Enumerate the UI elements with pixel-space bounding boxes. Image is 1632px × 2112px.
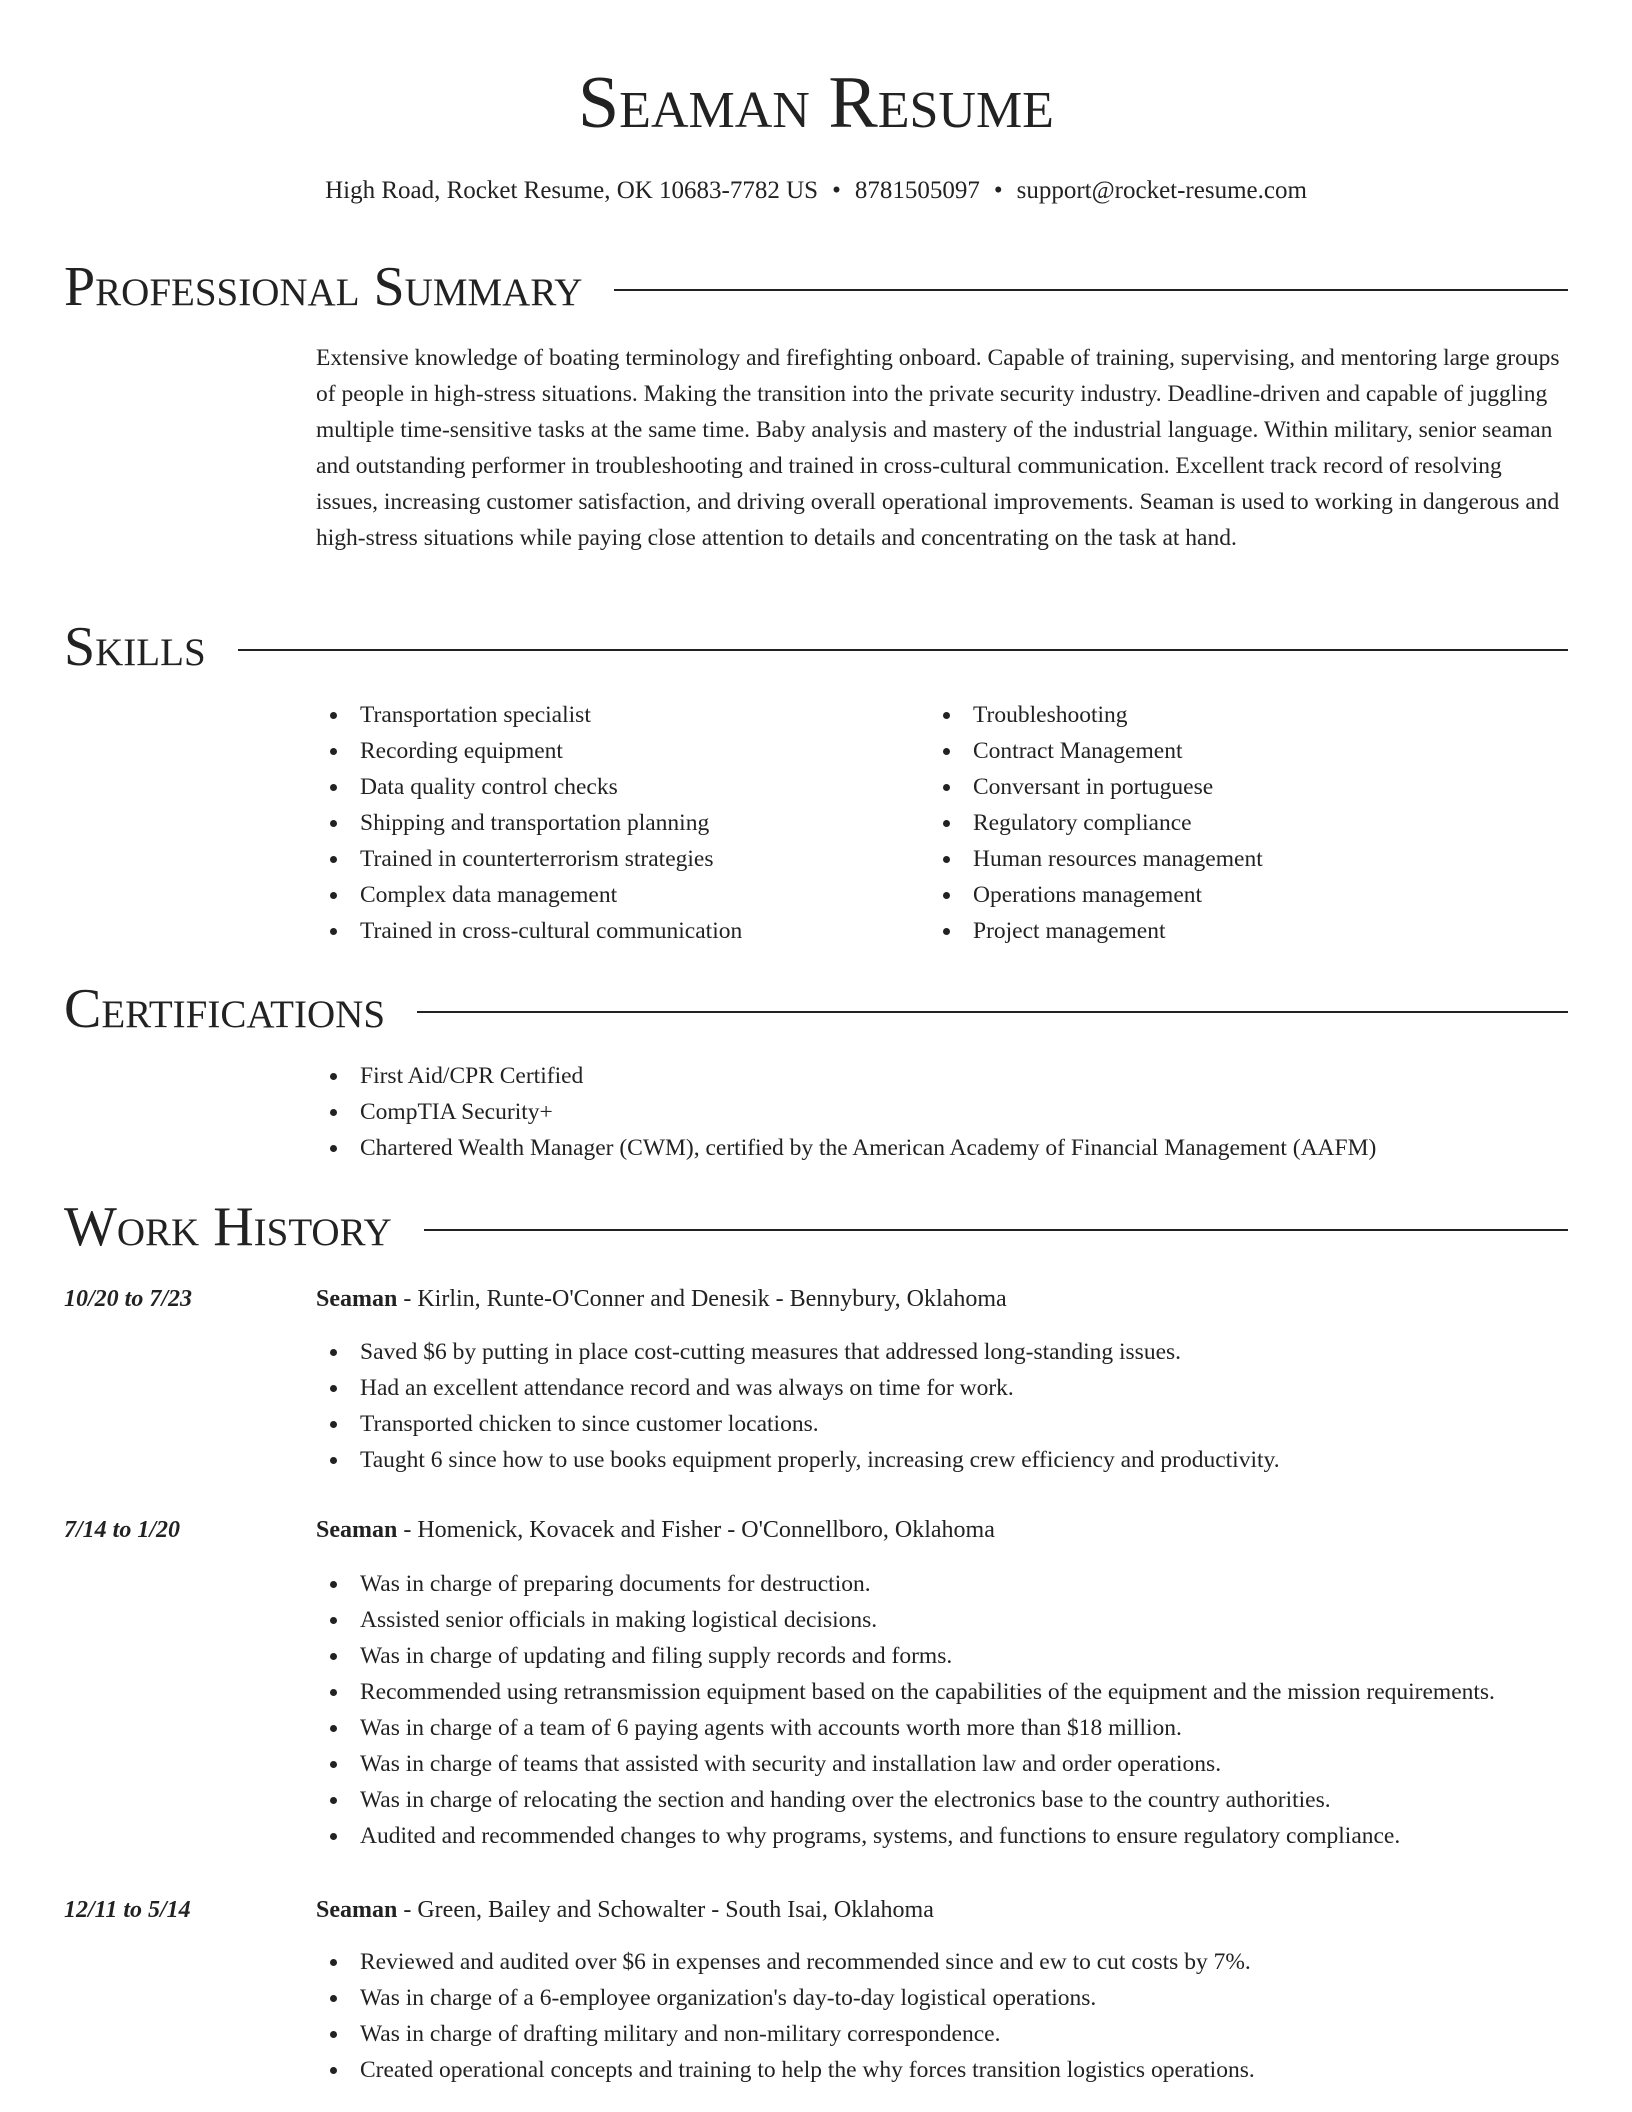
job-bullet: Taught 6 since how to use books equipment properly, increasing crew efficiency and productivity. bbox=[316, 1442, 1280, 1478]
job-bullet: Was in charge of a team of 6 paying agents with accounts worth more than $18 million. bbox=[316, 1710, 1495, 1746]
separator-dot: • bbox=[993, 177, 1003, 204]
job-bullets bbox=[316, 1334, 1280, 1478]
job-heading bbox=[316, 1512, 995, 1548]
skill-item: Trained in cross-cultural communication bbox=[316, 913, 742, 949]
skill-item: Contract Management bbox=[929, 733, 1263, 769]
skill-item: Shipping and transportation planning bbox=[316, 805, 742, 841]
skills-section-header bbox=[64, 612, 1568, 682]
job-heading bbox=[316, 1281, 1007, 1317]
job-bullet: Was in charge of drafting military and non-military correspondence. bbox=[316, 2016, 1255, 2052]
summary-text: Extensive knowledge of boating terminology and firefighting onboard. Capable of training, supervising, and mentoring large groups of people in high-stress situations. Making the transition into the private security industry. Deadline-driven and capable of juggling multiple time-sensitive tasks at the same time. Baby analysis and mastery of the industrial language. Within military, senior seaman and outstanding performer in troubleshooting and trained in cross-cultural communication. Excellent track record of resolving issues, increasing customer satisfaction, and driving overall operational improvements. Seaman is used to working in dangerous and high-stress situations while paying close attention to details and concentrating on the task at hand. bbox=[316, 345, 1560, 551]
job-bullet: Had an excellent attendance record and was always on time for work. bbox=[316, 1370, 1280, 1406]
job-title: Seaman bbox=[316, 1286, 398, 1312]
job-dates: 10/20 to 7/23 bbox=[64, 1286, 193, 1312]
skill-item: Human resources management bbox=[929, 841, 1263, 877]
skill-item: Troubleshooting bbox=[929, 697, 1263, 733]
contact-phone: 8781505097 bbox=[854, 177, 980, 204]
skill-item: Transportation specialist bbox=[316, 697, 742, 733]
job-title: Seaman bbox=[316, 1897, 398, 1923]
certification-item: Chartered Wealth Manager (CWM), certified by the American Academy of Financial Management (AAFM) bbox=[316, 1130, 1376, 1166]
summary-heading: Professional Summary bbox=[64, 256, 583, 318]
job-title: Seaman bbox=[316, 1517, 398, 1543]
job-bullet: Was in charge of preparing documents for destruction. bbox=[316, 1566, 1495, 1602]
section-divider bbox=[424, 1229, 1568, 1231]
job-bullet: Assisted senior officials in making logistical decisions. bbox=[316, 1602, 1495, 1638]
separator-dot: • bbox=[832, 177, 841, 204]
skill-item: Regulatory compliance bbox=[929, 805, 1263, 841]
job-bullet: Saved $6 by putting in place cost-cutting measures that addressed long-standing issues. bbox=[316, 1334, 1280, 1370]
job-bullet: Transported chicken to since customer locations. bbox=[316, 1406, 1280, 1442]
skills-list-left bbox=[316, 697, 742, 949]
job-bullet: Was in charge of a 6-employee organization's day-to-day logistical operations. bbox=[316, 1980, 1255, 2016]
job-bullet: Reviewed and audited over $6 in expenses and recommended since and ew to cut costs by 7%. bbox=[316, 1944, 1255, 1980]
certification-item: First Aid/CPR Certified bbox=[316, 1058, 1376, 1094]
summary-section-header bbox=[64, 252, 1568, 322]
job-bullet: Audited and recommended changes to why programs, systems, and functions to ensure regulatory compliance. bbox=[316, 1818, 1495, 1854]
certifications-heading: Certifications bbox=[64, 978, 386, 1040]
skill-item: Data quality control checks bbox=[316, 769, 742, 805]
contact-address: High Road, Rocket Resume, OK 10683-7782 US bbox=[325, 177, 819, 204]
skills-list-right bbox=[929, 697, 1263, 949]
skill-item: Recording equipment bbox=[316, 733, 742, 769]
job-bullet: Recommended using retransmission equipment based on the capabilities of the equipment and the mission requirements. bbox=[316, 1674, 1495, 1710]
certifications-list bbox=[316, 1058, 1376, 1166]
skill-item: Complex data management bbox=[316, 877, 742, 913]
resume-title: Seaman Resume bbox=[578, 62, 1054, 144]
work-history-heading: Work History bbox=[64, 1196, 392, 1258]
job-bullet: Created operational concepts and training to help the why forces transition logistics operations. bbox=[316, 2052, 1255, 2088]
skill-item: Conversant in portuguese bbox=[929, 769, 1263, 805]
job-bullet: Was in charge of updating and filing supply records and forms. bbox=[316, 1638, 1495, 1674]
section-divider bbox=[417, 1011, 1568, 1013]
certifications-section-header bbox=[64, 974, 1568, 1044]
skill-item: Operations management bbox=[929, 877, 1263, 913]
skills-heading: Skills bbox=[64, 616, 206, 678]
job-bullets bbox=[316, 1944, 1255, 2088]
job-bullet: Was in charge of relocating the section and handing over the electronics base to the country authorities. bbox=[316, 1782, 1495, 1818]
job-dates: 7/14 to 1/20 bbox=[64, 1517, 181, 1543]
contact-line bbox=[0, 176, 1632, 206]
contact-email: support@rocket-resume.com bbox=[1016, 177, 1307, 204]
job-bullet: Was in charge of teams that assisted with security and installation law and order operations. bbox=[316, 1746, 1495, 1782]
job-employer: - Homenick, Kovacek and Fisher - O'Connellboro, Oklahoma bbox=[397, 1517, 995, 1543]
section-divider bbox=[238, 649, 1568, 651]
certification-item: CompTIA Security+ bbox=[316, 1094, 1376, 1130]
job-employer: - Green, Bailey and Schowalter - South Isai, Oklahoma bbox=[397, 1897, 934, 1923]
job-employer: - Kirlin, Runte-O'Conner and Denesik - Bennybury, Oklahoma bbox=[397, 1286, 1007, 1312]
job-bullets bbox=[316, 1566, 1495, 1854]
job-dates: 12/11 to 5/14 bbox=[64, 1897, 191, 1923]
section-divider bbox=[614, 289, 1568, 291]
skill-item: Trained in counterterrorism strategies bbox=[316, 841, 742, 877]
job-heading bbox=[316, 1892, 934, 1928]
skill-item: Project management bbox=[929, 913, 1263, 949]
work-history-section-header bbox=[64, 1192, 1568, 1262]
